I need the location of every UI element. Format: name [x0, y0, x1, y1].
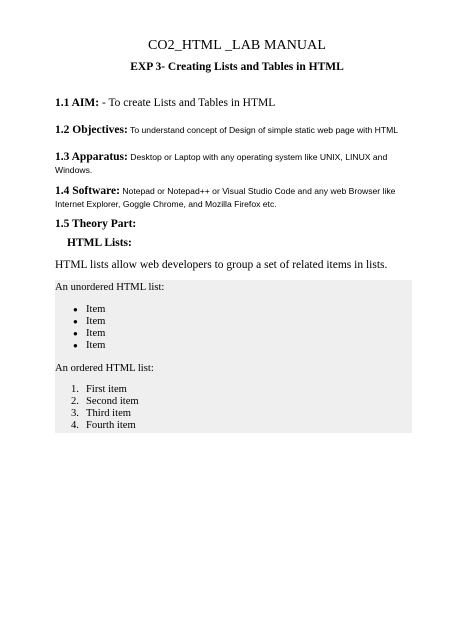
html-lists-intro: HTML lists allow web developers to group a set of related items in lists.	[55, 259, 388, 271]
html-lists-heading: HTML Lists:	[67, 237, 132, 249]
apparatus-text-line-2: Windows.	[55, 165, 93, 175]
unordered-list-item	[70, 304, 105, 316]
ordered-item-number: 3.	[71, 408, 79, 419]
unordered-list-item	[70, 340, 105, 352]
ordered-list-item	[71, 408, 139, 420]
bullet-icon: ●	[73, 305, 78, 314]
aim-section	[55, 96, 427, 110]
software-text-line-1: Notepad or Notepad++ or Visual Studio Code and any web Browser like	[119, 186, 396, 196]
experiment-title: EXP 3- Creating Lists and Tables in HTML	[130, 61, 344, 73]
ordered-item-text: Third item	[86, 408, 132, 419]
apparatus-heading: 1.3 Apparatus:	[55, 151, 128, 163]
unordered-list-item	[70, 328, 105, 340]
bullet-icon: ●	[73, 341, 78, 350]
unordered-list-label: An unordered HTML list:	[55, 282, 165, 293]
objectives-text: To understand concept of Design of simple static web page with HTML	[127, 125, 399, 135]
document-title: CO2_HTML _LAB MANUAL	[147, 38, 327, 53]
ordered-item-number: 4.	[71, 420, 79, 431]
aim-heading: 1.1 AIM:	[55, 97, 100, 109]
unordered-item-text: Item	[86, 316, 106, 327]
ordered-item-number: 1.	[71, 384, 79, 395]
unordered-item-text: Item	[86, 328, 106, 339]
objectives-section	[55, 122, 427, 137]
ordered-list-item	[71, 384, 139, 396]
ordered-item-text: First item	[86, 384, 127, 395]
apparatus-section	[55, 149, 427, 176]
ordered-item-text: Fourth item	[86, 420, 136, 431]
software-heading: 1.4 Software:	[55, 185, 120, 197]
unordered-list	[70, 304, 105, 352]
ordered-item-text: Second item	[86, 396, 139, 407]
theory-heading: 1.5 Theory Part:	[55, 218, 137, 230]
ordered-item-number: 2.	[71, 396, 79, 407]
ordered-list-item	[71, 420, 139, 432]
apparatus-text-line-1: Desktop or Laptop with any operating system like UNIX, LINUX and	[127, 152, 388, 162]
bullet-icon: ●	[73, 329, 78, 338]
unordered-item-text: Item	[86, 340, 106, 351]
ordered-list-label: An ordered HTML list:	[55, 363, 154, 374]
unordered-list-item	[70, 316, 105, 328]
aim-text: - To create Lists and Tables in HTML	[99, 97, 276, 109]
ordered-list-item	[71, 396, 139, 408]
software-text-line-2: Internet Explorer, Goggle Chrome, and Mozilla Firefox etc.	[55, 199, 277, 209]
ordered-list	[71, 384, 139, 432]
bullet-icon: ●	[73, 317, 78, 326]
unordered-item-text: Item	[86, 304, 106, 315]
objectives-heading: 1.2 Objectives:	[55, 124, 128, 136]
software-section	[55, 183, 427, 210]
